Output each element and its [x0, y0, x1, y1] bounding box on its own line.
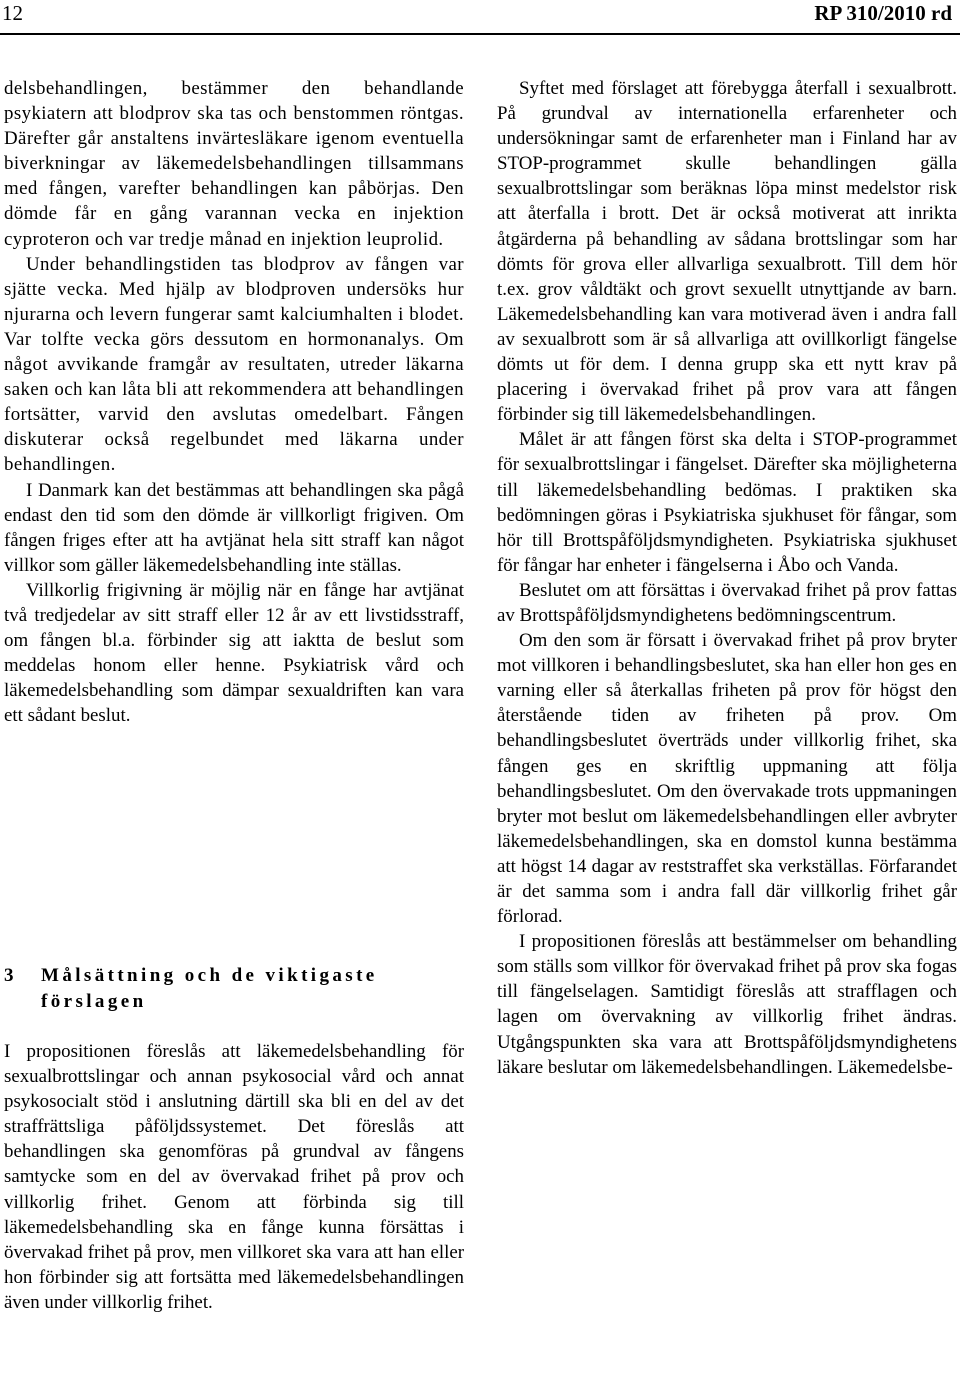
paragraph: Villkorlig frigivning är möjlig när en fånge har avtjänat två tredjedelar av sitt straff eller 12 år av ett livstidsstraff, om fången bl.a. förbinder sig att iaktta de beslut som meddelas honom eller henne. Psykiatrisk vård och läkemedelsbehandling som dämpar sexualdriften kan vara ett sådant beslut.	[4, 579, 464, 727]
section-number: 3	[4, 965, 14, 986]
section-body	[4, 1039, 464, 1315]
paragraph: Under behandlingstiden tas blodprov av fången var sjätte vecka. Med hjälp av blodproven undersöks hur njurarna och levern fungerar samt kalciumhalten i blodet. Var tolfte vecka görs dessutom en hormonanalys. Om något avvikande framgår av resultaten, utreder läkarna saken och kan låta bli att rekommendera att behandlingen fortsätter, varvid den avslutas omedelbart. Fången diskuterar också regelbundet med läkarna under behandlingen.	[4, 253, 464, 476]
paragraph: I Danmark kan det bestämmas att behandlingen ska pågå endast den tid som den dömde är villkorligt frigiven. Om fången friges efter att ha avtjänat hela sitt straff kan något villkor som gäller läkemedelsbehandling inte ställas.	[4, 479, 464, 576]
document-title: RP 310/2010 rd	[814, 1, 952, 25]
paragraph: Beslutet om att försättas i övervakad frihet på prov fattas av Brottspåföljdsmyndighetens bedömningscentrum.	[497, 579, 957, 626]
page-header	[0, 0, 960, 38]
header-rule	[0, 33, 960, 35]
paragraph: Målet är att fången först ska delta i STOP-programmet för sexualbrottslingar i fängelset. Därefter ska möjligheterna till läkemedelsbehandling bedömas. I praktiken ska bedömningen göras i Psykiatriska sjukhuset för fångar, som hör till Brottspåföljdsmyndigheten. Psykiatriska sjukhuset för fångar har enheter i fängelserna i Åbo och Vanda.	[497, 429, 957, 576]
right-column	[497, 76, 957, 1080]
section-title: Målsättning och de viktigaste förslagen	[41, 965, 378, 1012]
page-number: 12	[2, 1, 23, 25]
paragraph: I propositionen föreslås att bestämmelser om behandling som ställs som villkor för övervakad frihet på prov ska fogas till fängelselagen. Samtidigt föreslås att strafflagen och lagen om övervakning av villkorlig frihet ändras. Utgångspunkten ska vara att Brottspåföljdsmyndighetens läkare beslutar om läkemedelsbehandlingen. Läkemedelsbe-	[497, 931, 957, 1078]
paragraph: delsbehandlingen, bestämmer den behandlande psykiatern att blodprov ska tas och benstommen röntgas. Därefter går anstaltens invärtesläkare igenom eventuella biverkningar av läkemedelsbehandlingen tillsammans med fången, varefter behandlingen kan påbörjas. Den dömde får en gång varannan vecka en injektion cyproteron och var tredje månad en injektion leuprolid.	[4, 78, 464, 250]
left-column	[4, 76, 464, 728]
paragraph: Om den som är försatt i övervakad frihet på prov bryter mot villkoren i behandlingsbeslutet, ska han eller hon ges en varning eller så återkallas friheten på prov för högst den återstående tiden av friheten på prov. Om behandlingsbeslutet överträds under villkorlig frihet, ska fången ges en skriftlig uppmaning att följa behandlingsbeslutet. Om den övervakade trots uppmaningen bryter mot beslut om läkemedelsbehandlingen eller avbryter läkemedelsbehandlingen, ska en domstol kunna bestämma att högst 14 dagar av reststraffet ska verkställas. Förfarandet är det samma som i andra fall där villkorlig frihet går förlorad.	[497, 630, 957, 928]
section-heading	[4, 963, 464, 1015]
paragraph: Syftet med förslaget att förebygga återfall i sexualbrott. På grundval av internationella erfarenheter och undersökningar samt de erfarenheter man i Finland har av STOP-programmet skulle behandlingen gälla sexualbrottslingar som beräknas löpa minst medelstor risk att återfalla i brott. Det är också motiverat att inrikta åtgärderna på behandling av sådana brottslingar som har dömts för grova eller allvarliga sexualbrott. Till dem hör t.ex. grov våldtäkt och grovt sexuellt utnyttjande av barn. Läkemedelsbehandling kan vara motiverad även i andra fall av sexualbrott som är så allvarliga att ovillkorligt fängelse dömts ut för dem. I denna grupp ska ett nytt krav på placering i övervakad frihet på prov vara att fången förbinder sig till läkemedelsbehandlingen.	[497, 78, 957, 426]
paragraph: I propositionen föreslås att läkemedelsbehandling för sexualbrottslingar och annan psykosocial vård och annat psykosocialt stöd i anslutning därtill ska bli en del av det straffrättsliga påföljdssystemet. Det föreslås att behandlingen ska genomföras på grundval av fångens samtycke som en del av övervakad frihet på prov och villkorlig frihet. Genom att förbinda sig till läkemedelsbehandling ska en fånge kunna försättas i övervakad frihet på prov, men villkoret ska vara att han eller hon förbinder sig att fortsätta med läkemedelsbehandlingen även under villkorlig frihet.	[4, 1041, 464, 1313]
